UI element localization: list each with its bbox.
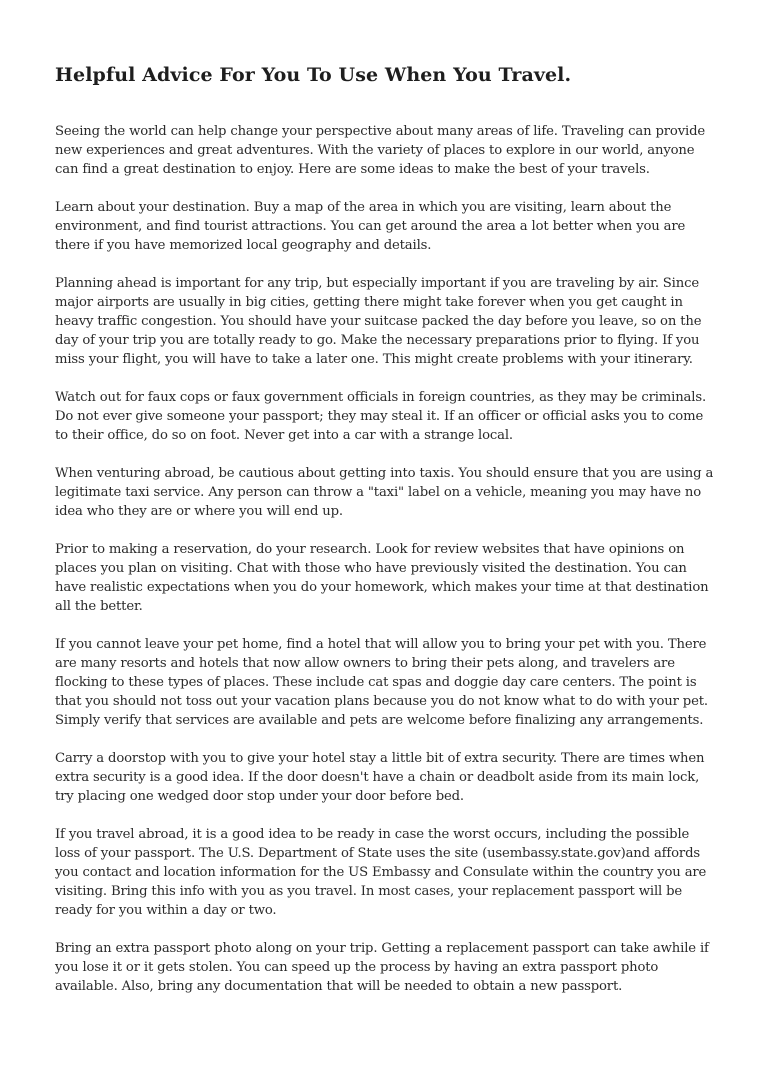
- paragraph-destination: Learn about your destination. Buy a map of the area in which you are visiting, learn about the environment, and find tourist attractions. You can get around the area a lot better when you are there if you have memorized local geography and details.: [55, 200, 686, 253]
- paragraph-pets: If you cannot leave your pet home, find a hotel that will allow you to bring your pet with you. There are many resorts and hotels that now allow owners to bring their pets along, and travelers are flocking to these types of places. These include cat spas and doggie day care centers. The point is that you should not toss out your vacation plans because you do not know what to do with your pet. Simply verify that services are available and pets are welcome before finalizing any arrangements.: [55, 637, 708, 728]
- paragraph-passport-loss: If you travel abroad, it is a good idea to be ready in case the worst occurs, including the possible loss of your passport. The U.S. Department of State uses the site (usembassy.state.gov)and affords you contact and location information for the US Embassy and Consulate within the country you are visiting. Bring this info with you as you travel. In most cases, your replacement passport will be ready for you within a day or two.: [55, 827, 707, 919]
- paragraph-research: Prior to making a reservation, do your research. Look for review websites that have opinions on places you plan on visiting. Chat with those who have previously visited the destination. You can have realistic expectations when you do your homework, which makes your time at that destination all the better.: [55, 542, 709, 615]
- paragraph-faux-cops: Watch out for faux cops or faux government officials in foreign countries, as they may be criminals. Do not ever give someone your passport; they may steal it. If an officer or official asks you to come to their office, do so on foot. Never get into a car with a strange local.: [55, 390, 707, 443]
- document-title: Helpful Advice For You To Use When You Travel.: [55, 64, 572, 86]
- paragraph-taxis: When venturing abroad, be cautious about getting into taxis. You should ensure that you are using a legitimate taxi service. Any person can throw a "taxi" label on a vehicle, meaning you may have no idea who they are or where you will end up.: [55, 466, 714, 520]
- document-page: [55, 0, 715, 1016]
- paragraph-doorstop: Carry a doorstop with you to give your hotel stay a little bit of extra security. There are times when extra security is a good idea. If the door doesn't have a chain or deadbolt aside from its main lock, try placing one wedged door stop under your door before bed.: [55, 751, 705, 805]
- document-body: [55, 123, 715, 997]
- paragraph-planning: Planning ahead is important for any trip, but especially important if you are traveling by air. Since major airports are usually in big cities, getting there might take forever when you get caught in heavy traffic congestion. You should have your suitcase packed the day before you leave, so on the day of your trip you are totally ready to go. Make the necessary preparations prior to flying. If you miss your flight, you will have to take a later one. This might create problems with your itinerary.: [55, 276, 702, 367]
- paragraph-passport-photo: Bring an extra passport photo along on your trip. Getting a replacement passport can take awhile if you lose it or it gets stolen. You can speed up the process by having an extra passport photo available. Also, bring any documentation that will be needed to obtain a new passport.: [55, 941, 709, 995]
- paragraph-intro: Seeing the world can help change your perspective about many areas of life. Traveling can provide new experiences and great adventures. With the variety of places to explore in our world, anyone can find a great destination to enjoy. Here are some ideas to make the best of your travels.: [55, 124, 706, 177]
